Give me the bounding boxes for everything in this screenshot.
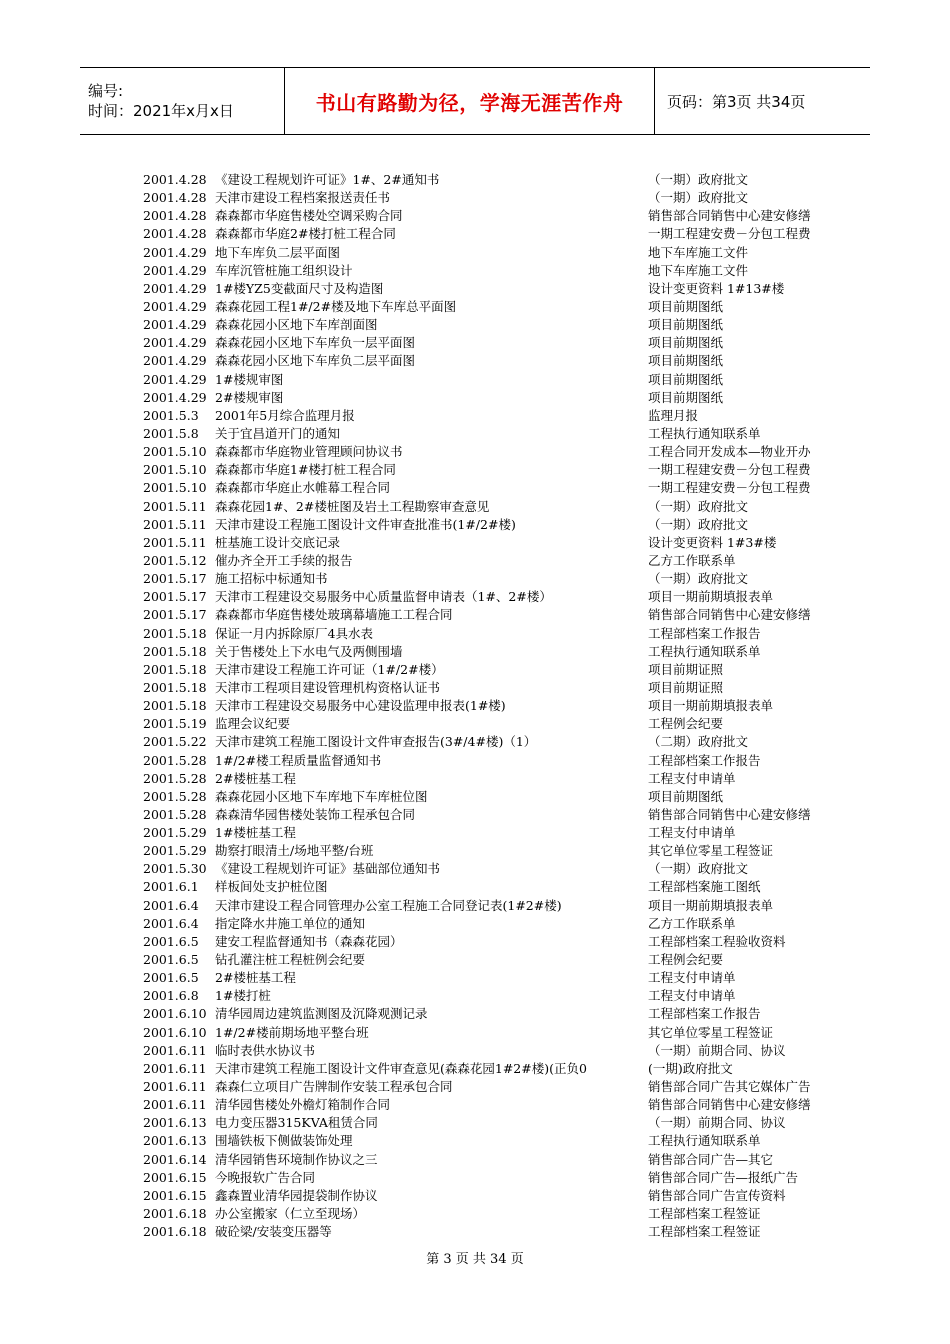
row-date: 2001.6.10 <box>143 1006 207 1022</box>
list-item <box>143 280 843 298</box>
row-title: 鑫森置业清华园提袋制作协议 <box>215 1187 378 1203</box>
list-item <box>143 189 843 207</box>
list-item <box>143 516 843 534</box>
row-category: 项目前期证照 <box>648 661 724 677</box>
row-date: 2001.4.29 <box>143 262 207 278</box>
row-category: 工程支付申请单 <box>648 770 736 786</box>
row-title: 森森都市华庭1#楼打桩工程合同 <box>215 462 396 478</box>
row-date: 2001.6.15 <box>143 1187 207 1203</box>
row-title: 森森花园工程1#/2#楼及地下车库总平面图 <box>215 298 457 314</box>
row-category: 工程执行通知联系单 <box>648 643 761 659</box>
row-date: 2001.4.29 <box>143 244 207 260</box>
row-title: 清华园售楼处外檐灯箱制作合同 <box>215 1097 391 1113</box>
row-title: 指定降水井施工单位的通知 <box>215 915 366 931</box>
row-title: 天津市建设工程档案报送责任书 <box>215 190 391 206</box>
row-date: 2001.4.28 <box>143 190 207 206</box>
row-category: 工程部档案工程签证 <box>648 1206 761 1222</box>
row-category: （二期）政府批文 <box>648 734 749 750</box>
header-page-cell <box>655 68 870 134</box>
row-title: 1#/2#楼工程质量监督通知书 <box>215 752 382 768</box>
list-item <box>143 352 843 370</box>
row-title: 桩基施工设计交底记录 <box>215 534 341 550</box>
row-category: 工程部档案工程验收资料 <box>648 933 786 949</box>
list-item <box>143 933 843 951</box>
row-category: 其它单位零星工程签证 <box>648 843 774 859</box>
list-item <box>143 461 843 479</box>
row-title: 关于售楼处上下水电气及两侧围墙 <box>215 643 403 659</box>
row-category: （一期）政府批文 <box>648 571 749 587</box>
row-title: 天津市建设工程施工图设计文件审查批准书(1#/2#楼) <box>215 516 516 532</box>
row-title: 森森花园1#、2#楼桩图及岩土工程勘察审查意见 <box>215 498 490 514</box>
row-category: 项目前期图纸 <box>648 298 724 314</box>
page-header <box>80 67 870 135</box>
row-date: 2001.6.1 <box>143 879 199 895</box>
row-date: 2001.6.4 <box>143 915 199 931</box>
row-date: 2001.6.15 <box>143 1169 207 1185</box>
row-date: 2001.5.10 <box>143 462 207 478</box>
list-item <box>143 225 843 243</box>
row-category: (一期)政府批文 <box>648 1060 733 1076</box>
row-category: 项目前期图纸 <box>648 371 724 387</box>
list-item <box>143 606 843 624</box>
row-category: 销售部合同销售中心建安修缮 <box>648 208 811 224</box>
row-category: （一期）政府批文 <box>648 172 749 187</box>
header-page-label: 页码：第3页 共34页 <box>667 92 806 111</box>
row-date: 2001.5.17 <box>143 607 207 623</box>
list-item <box>143 715 843 733</box>
row-category: 销售部合同销售中心建安修缮 <box>648 806 811 822</box>
page-footer: 第 3 页 共 34 页 <box>426 1252 524 1267</box>
list-item <box>143 1114 843 1132</box>
row-date: 2001.5.18 <box>143 643 207 659</box>
row-date: 2001.5.10 <box>143 444 207 460</box>
list-item <box>143 1187 843 1205</box>
list-item <box>143 171 843 189</box>
row-category: 一期工程建安费－分包工程费 <box>648 462 811 478</box>
header-motto-cell <box>285 68 655 134</box>
row-title: 天津市工程建设交易服务中心建设监理申报表(1#楼) <box>215 698 506 714</box>
row-title: 森森都市华庭售楼处玻璃幕墙施工工程合同 <box>215 607 453 623</box>
row-category: （一期）政府批文 <box>648 498 749 514</box>
row-category: 工程支付申请单 <box>648 825 736 841</box>
row-date: 2001.6.11 <box>143 1060 207 1076</box>
list-item <box>143 1223 843 1241</box>
document-list <box>143 171 843 1241</box>
row-date: 2001.6.10 <box>143 1024 207 1040</box>
row-title: 样板间处支护桩位图 <box>215 879 328 895</box>
list-item <box>143 788 843 806</box>
row-title: 破砼梁/安装变压器等 <box>215 1224 332 1240</box>
row-category: 销售部合同广告—其它 <box>648 1151 774 1167</box>
row-title: 施工招标中标通知书 <box>215 571 328 587</box>
header-motto: 书山有路勤为径，学海无涯苦作舟 <box>315 90 624 115</box>
row-category: 监理月报 <box>648 407 699 423</box>
row-category: 项目前期图纸 <box>648 317 724 333</box>
list-item <box>143 298 843 316</box>
row-title: 临时表供水协议书 <box>215 1042 316 1058</box>
row-date: 2001.6.11 <box>143 1097 207 1113</box>
row-title: 2#楼桩基工程 <box>215 970 296 986</box>
row-category: （一期）前期合同、协议 <box>648 1042 786 1058</box>
list-item <box>143 334 843 352</box>
row-title: 清华园销售环境制作协议之三 <box>215 1151 378 1167</box>
list-item <box>143 498 843 516</box>
row-date: 2001.5.18 <box>143 661 207 677</box>
row-title: 天津市建设工程施工许可证（1#/2#楼） <box>215 661 444 677</box>
list-item <box>143 951 843 969</box>
row-title: 钻孔灌注桩工程桩例会纪要 <box>215 952 366 968</box>
row-title: 森森花园小区地下车库负二层平面图 <box>215 353 416 369</box>
row-title: 天津市建筑工程施工图设计文件审查报告(3#/4#楼)（1） <box>215 734 537 750</box>
list-item <box>143 443 843 461</box>
row-date: 2001.5.17 <box>143 571 207 587</box>
row-title: 森森花园小区地下车库负一层平面图 <box>215 335 416 351</box>
row-category: 销售部合同销售中心建安修缮 <box>648 607 811 623</box>
row-title: 清华园周边建筑监测图及沉降观测记录 <box>215 1006 428 1022</box>
row-category: 工程例会纪要 <box>648 716 724 732</box>
row-title: 1#楼规审图 <box>215 371 284 387</box>
list-item <box>143 987 843 1005</box>
row-category: 工程部档案施工图纸 <box>648 879 761 895</box>
list-item <box>143 207 843 225</box>
row-date: 2001.5.11 <box>143 534 207 550</box>
row-category: 项目前期图纸 <box>648 389 724 405</box>
row-date: 2001.5.28 <box>143 806 207 822</box>
list-item <box>143 824 843 842</box>
row-date: 2001.5.19 <box>143 716 207 732</box>
list-item <box>143 389 843 407</box>
row-category: 工程部档案工作报告 <box>648 752 761 768</box>
row-date: 2001.5.28 <box>143 752 207 768</box>
row-date: 2001.5.11 <box>143 498 207 514</box>
row-date: 2001.6.5 <box>143 952 199 968</box>
row-title: 2#楼规审图 <box>215 389 284 405</box>
row-date: 2001.5.17 <box>143 589 207 605</box>
row-title: 森森都市华庭2#楼打桩工程合同 <box>215 226 396 242</box>
row-title: 森森花园小区地下车库剖面图 <box>215 317 378 333</box>
row-category: 一期工程建安费－分包工程费 <box>648 226 811 242</box>
row-date: 2001.5.30 <box>143 861 207 877</box>
row-date: 2001.5.3 <box>143 407 199 423</box>
row-title: 1#楼打桩 <box>215 988 271 1004</box>
list-item <box>143 878 843 896</box>
row-date: 2001.5.8 <box>143 425 199 441</box>
row-category: 工程部档案工作报告 <box>648 1006 761 1022</box>
row-date: 2001.4.29 <box>143 335 207 351</box>
row-title: 1#/2#楼前期场地平整台班 <box>215 1024 369 1040</box>
row-date: 2001.4.29 <box>143 389 207 405</box>
row-date: 2001.6.5 <box>143 933 199 949</box>
row-date: 2001.6.5 <box>143 970 199 986</box>
list-item <box>143 570 843 588</box>
row-title: 保证一月内拆除原厂4具水表 <box>215 625 373 641</box>
row-date: 2001.6.11 <box>143 1079 207 1095</box>
row-date: 2001.6.8 <box>143 988 199 1004</box>
row-title: 天津市建设工程合同管理办公室工程施工合同登记表(1#2#楼) <box>215 897 562 913</box>
list-item <box>143 625 843 643</box>
list-item <box>143 915 843 933</box>
row-title: 车库沉管桩施工组织设计 <box>215 262 353 278</box>
row-date: 2001.4.28 <box>143 226 207 242</box>
list-item <box>143 316 843 334</box>
row-date: 2001.5.10 <box>143 480 207 496</box>
list-item <box>143 479 843 497</box>
row-category: 销售部合同广告其它媒体广告 <box>648 1079 811 1095</box>
row-title: 森森清华园售楼处装饰工程承包合同 <box>215 806 416 822</box>
row-date: 2001.6.13 <box>143 1115 207 1131</box>
row-title: 森森都市华庭售楼处空调采购合同 <box>215 208 403 224</box>
row-date: 2001.4.29 <box>143 371 207 387</box>
list-item <box>143 371 843 389</box>
row-category: 地下车库施工文件 <box>648 244 749 260</box>
list-item <box>143 697 843 715</box>
row-category: 工程例会纪要 <box>648 952 724 968</box>
list-item <box>143 1151 843 1169</box>
list-item <box>143 244 843 262</box>
document-date-label: 时间：2021年x月x日 <box>88 102 234 120</box>
row-title: 地下车库负二层平面图 <box>215 244 341 260</box>
row-date: 2001.5.18 <box>143 679 207 695</box>
row-title: 关于宜昌道开门的通知 <box>215 425 341 441</box>
row-category: 工程执行通知联系单 <box>648 425 761 441</box>
row-title: 电力变压器315KVA租赁合同 <box>215 1115 378 1131</box>
row-date: 2001.5.11 <box>143 516 207 532</box>
list-item <box>143 860 843 878</box>
row-date: 2001.4.29 <box>143 353 207 369</box>
list-item <box>143 1169 843 1187</box>
list-item <box>143 1205 843 1223</box>
row-title: 办公室搬家（仁立至现场） <box>215 1206 366 1222</box>
list-item <box>143 733 843 751</box>
list-item <box>143 969 843 987</box>
row-title: 天津市工程建设交易服务中心质量监督申请表（1#、2#楼） <box>215 589 552 605</box>
row-category: 乙方工作联系单 <box>648 915 736 931</box>
list-item <box>143 588 843 606</box>
list-item <box>143 1132 843 1150</box>
row-category: 其它单位零星工程签证 <box>648 1024 774 1040</box>
row-title: 《建设工程规划许可证》基础部位通知书 <box>215 861 441 877</box>
list-item <box>143 1060 843 1078</box>
row-title: 2#楼桩基工程 <box>215 770 296 786</box>
row-title: 森森花园小区地下车库地下车库桩位图 <box>215 788 428 804</box>
list-item <box>143 661 843 679</box>
row-title: 勘察打眼清土/场地平整/台班 <box>215 843 374 859</box>
row-category: 销售部合同广告宣传资料 <box>648 1187 786 1203</box>
row-category: 一期工程建安费－分包工程费 <box>648 480 811 496</box>
row-category: （一期）前期合同、协议 <box>648 1115 786 1131</box>
row-date: 2001.6.13 <box>143 1133 207 1149</box>
row-category: （一期）政府批文 <box>648 861 749 877</box>
row-category: 项目前期图纸 <box>648 353 724 369</box>
list-item <box>143 806 843 824</box>
row-title: 催办齐全开工手续的报告 <box>215 552 353 568</box>
row-date: 2001.5.18 <box>143 625 207 641</box>
row-category: 工程支付申请单 <box>648 988 736 1004</box>
list-item <box>143 552 843 570</box>
row-title: 围墙铁板下侧做装饰处理 <box>215 1133 353 1149</box>
row-date: 2001.5.28 <box>143 788 207 804</box>
row-category: 乙方工作联系单 <box>648 552 736 568</box>
row-date: 2001.5.29 <box>143 825 207 841</box>
row-date: 2001.4.28 <box>143 172 207 187</box>
row-category: 项目前期图纸 <box>648 788 724 804</box>
list-item <box>143 1078 843 1096</box>
row-title: 今晚报软广告合同 <box>215 1169 316 1185</box>
row-date: 2001.6.18 <box>143 1206 207 1222</box>
row-date: 2001.5.29 <box>143 843 207 859</box>
list-item <box>143 643 843 661</box>
row-date: 2001.5.12 <box>143 552 207 568</box>
row-date: 2001.6.14 <box>143 1151 207 1167</box>
row-title: 森森都市华庭止水帷幕工程合同 <box>215 480 391 496</box>
row-date: 2001.6.18 <box>143 1224 207 1240</box>
row-category: （一期）政府批文 <box>648 516 749 532</box>
row-title: 1#楼YZ5变截面尺寸及构造图 <box>215 280 384 296</box>
row-category: 设计变更资料 1#3#楼 <box>648 534 777 550</box>
row-title: 森森仁立项目广告牌制作安装工程承包合同 <box>215 1079 453 1095</box>
row-title: 1#楼桩基工程 <box>215 825 296 841</box>
row-category: 项目一期前期填报表单 <box>648 589 774 605</box>
row-category: 工程部档案工程签证 <box>648 1224 761 1240</box>
row-title: 森森都市华庭物业管理顾问协议书 <box>215 444 403 460</box>
list-item <box>143 1024 843 1042</box>
row-title: 2001年5月综合监理月报 <box>215 407 355 423</box>
list-item <box>143 534 843 552</box>
row-category: 设计变更资料 1#13#楼 <box>648 280 785 296</box>
row-date: 2001.5.18 <box>143 698 207 714</box>
row-category: 工程合同开发成本—物业开办 <box>648 444 811 460</box>
document-number-label: 编号: <box>88 82 124 100</box>
row-date: 2001.4.29 <box>143 298 207 314</box>
row-category: 工程执行通知联系单 <box>648 1133 761 1149</box>
row-date: 2001.4.29 <box>143 317 207 333</box>
list-item <box>143 407 843 425</box>
row-date: 2001.5.22 <box>143 734 207 750</box>
row-category: 项目前期图纸 <box>648 335 724 351</box>
row-date: 2001.4.28 <box>143 208 207 224</box>
list-item <box>143 1096 843 1114</box>
row-title: 天津市工程项目建设管理机构资格认证书 <box>215 679 441 695</box>
list-item <box>143 679 843 697</box>
row-category: 销售部合同销售中心建安修缮 <box>648 1097 811 1113</box>
list-item <box>143 1042 843 1060</box>
row-category: 销售部合同广告—报纸广告 <box>648 1169 799 1185</box>
row-title: 监理会议纪要 <box>215 716 291 732</box>
row-category: （一期）政府批文 <box>648 190 749 206</box>
row-date: 2001.4.29 <box>143 280 207 296</box>
list-item <box>143 1005 843 1023</box>
list-item <box>143 770 843 788</box>
row-category: 项目一期前期填报表单 <box>648 698 774 714</box>
list-item <box>143 752 843 770</box>
header-meta <box>80 68 285 134</box>
row-title: 建安工程监督通知书（森森花园） <box>215 933 403 949</box>
row-date: 2001.6.4 <box>143 897 199 913</box>
list-item <box>143 897 843 915</box>
row-category: 工程部档案工作报告 <box>648 625 761 641</box>
row-category: 工程支付申请单 <box>648 970 736 986</box>
row-category: 项目前期证照 <box>648 679 724 695</box>
row-category: 项目一期前期填报表单 <box>648 897 774 913</box>
row-date: 2001.5.28 <box>143 770 207 786</box>
list-item <box>143 425 843 443</box>
list-item <box>143 262 843 280</box>
row-title: 《建设工程规划许可证》1#、2#通知书 <box>215 172 440 187</box>
list-item <box>143 842 843 860</box>
row-date: 2001.6.11 <box>143 1042 207 1058</box>
row-title: 天津市建筑工程施工图设计文件审查意见(森森花园1#2#楼)(正负0 <box>215 1060 587 1076</box>
row-category: 地下车库施工文件 <box>648 262 749 278</box>
